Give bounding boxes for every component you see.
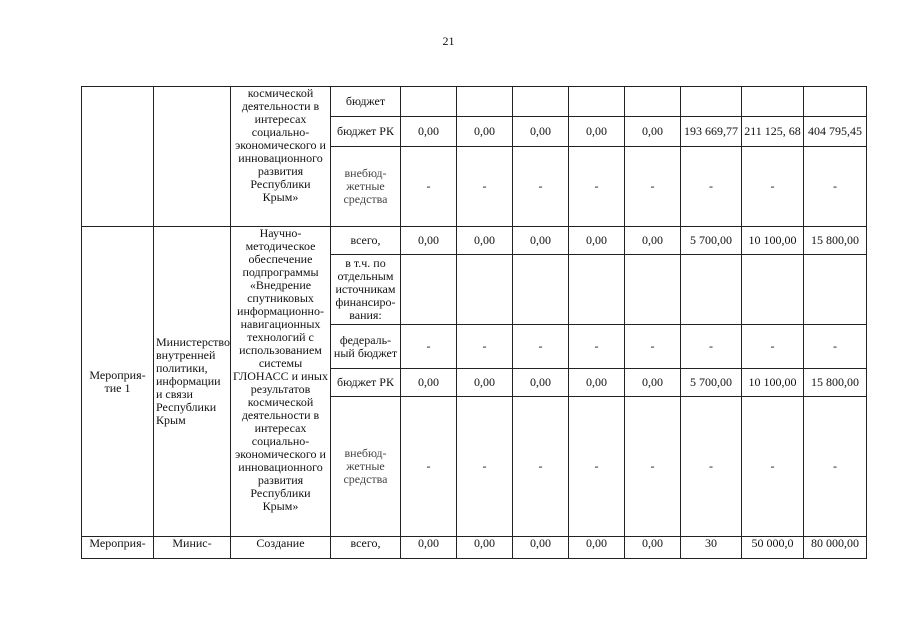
value-cell: 211 125, 68 [742, 117, 804, 147]
executor-cell-empty [154, 87, 231, 227]
value-cell: 0,00 [401, 117, 457, 147]
value-cell [401, 255, 457, 325]
value-cell: - [681, 397, 742, 537]
value-cell: 15 800,00 [804, 369, 867, 397]
measure-name: Научно-методическое обеспечение подпрограммы «Внедрение спутниковых информационно-навигационных технологий с использованием системы ГЛОНАСС и иных результатов космической деятельности в интересах социально-экономического и инновационного развития Республики Крым» [231, 227, 331, 537]
value-cell: 0,00 [457, 369, 513, 397]
value-cell: - [457, 325, 513, 369]
value-cell: 0,00 [625, 537, 681, 559]
funding-source: федераль-ный бюджет [331, 325, 401, 369]
value-cell: 0,00 [513, 227, 569, 255]
value-cell: 404 795,45 [804, 117, 867, 147]
funding-source: всего, [331, 537, 401, 559]
value-cell [742, 87, 804, 117]
measure-name-continued: космической деятельности в интересах социально-экономического и инновационного развития Республики Крым» [231, 87, 331, 227]
value-cell: 0,00 [625, 369, 681, 397]
activity-label: Мероприя-тие 1 [82, 227, 154, 537]
value-cell [681, 87, 742, 117]
value-cell: - [742, 325, 804, 369]
value-cell: 0,00 [569, 537, 625, 559]
value-cell [457, 87, 513, 117]
value-cell: 0,00 [401, 227, 457, 255]
value-cell: - [681, 147, 742, 227]
budget-table [81, 86, 867, 559]
value-cell [742, 255, 804, 325]
value-cell: - [457, 397, 513, 537]
value-cell: 0,00 [401, 537, 457, 559]
value-cell: - [625, 397, 681, 537]
executor-label: Министерство внутренней политики, информации и связи Республики Крым [154, 227, 231, 537]
value-cell: 80 000,00 [804, 537, 867, 559]
value-cell: 0,00 [401, 369, 457, 397]
value-cell: - [401, 325, 457, 369]
funding-source: внебюд-жетные средства [331, 147, 401, 227]
value-cell: - [804, 325, 867, 369]
value-cell: 0,00 [457, 537, 513, 559]
table-row [82, 537, 867, 559]
value-cell [625, 255, 681, 325]
value-cell: - [513, 325, 569, 369]
value-cell [625, 87, 681, 117]
value-cell: 0,00 [457, 117, 513, 147]
value-cell: - [569, 325, 625, 369]
value-cell: - [457, 147, 513, 227]
value-cell: - [569, 147, 625, 227]
value-cell: 0,00 [625, 227, 681, 255]
value-cell: 0,00 [513, 117, 569, 147]
value-cell [569, 87, 625, 117]
value-cell: - [625, 147, 681, 227]
funding-source: бюджет [331, 87, 401, 117]
value-cell: 10 100,00 [742, 369, 804, 397]
funding-source: всего, [331, 227, 401, 255]
value-cell: 50 000,0 [742, 537, 804, 559]
value-cell [681, 255, 742, 325]
value-cell: - [401, 147, 457, 227]
value-cell: 0,00 [569, 117, 625, 147]
value-cell: - [681, 325, 742, 369]
value-cell: - [742, 147, 804, 227]
value-cell: 15 800,00 [804, 227, 867, 255]
funding-source: бюджет РК [331, 369, 401, 397]
value-cell: 0,00 [457, 227, 513, 255]
value-cell [569, 255, 625, 325]
value-cell: 10 100,00 [742, 227, 804, 255]
activity-label: Мероприя- [82, 537, 154, 559]
value-cell: - [569, 397, 625, 537]
executor-label: Минис- [154, 537, 231, 559]
value-cell [513, 87, 569, 117]
value-cell: - [513, 147, 569, 227]
value-cell: 5 700,00 [681, 227, 742, 255]
value-cell: 0,00 [513, 369, 569, 397]
value-cell [457, 255, 513, 325]
value-cell: - [513, 397, 569, 537]
page-number: 21 [442, 34, 455, 48]
value-cell: 0,00 [625, 117, 681, 147]
value-cell: 5 700,00 [681, 369, 742, 397]
value-cell [804, 87, 867, 117]
table-row [82, 87, 867, 117]
funding-source: бюджет РК [331, 117, 401, 147]
value-cell: - [401, 397, 457, 537]
value-cell [804, 255, 867, 325]
value-cell: 0,00 [569, 369, 625, 397]
activity-cell-empty [82, 87, 154, 227]
value-cell: - [804, 397, 867, 537]
value-cell: - [804, 147, 867, 227]
table-row [82, 227, 867, 255]
value-cell: - [742, 397, 804, 537]
value-cell [513, 255, 569, 325]
value-cell: 30 [681, 537, 742, 559]
funding-source: в т.ч. по отдельным источникам финансиро-вания: [331, 255, 401, 325]
value-cell [401, 87, 457, 117]
value-cell: 0,00 [513, 537, 569, 559]
value-cell: 0,00 [569, 227, 625, 255]
value-cell: - [625, 325, 681, 369]
funding-source: внебюд-жетные средства [331, 397, 401, 537]
measure-name: Создание [231, 537, 331, 559]
value-cell: 193 669,77 [681, 117, 742, 147]
